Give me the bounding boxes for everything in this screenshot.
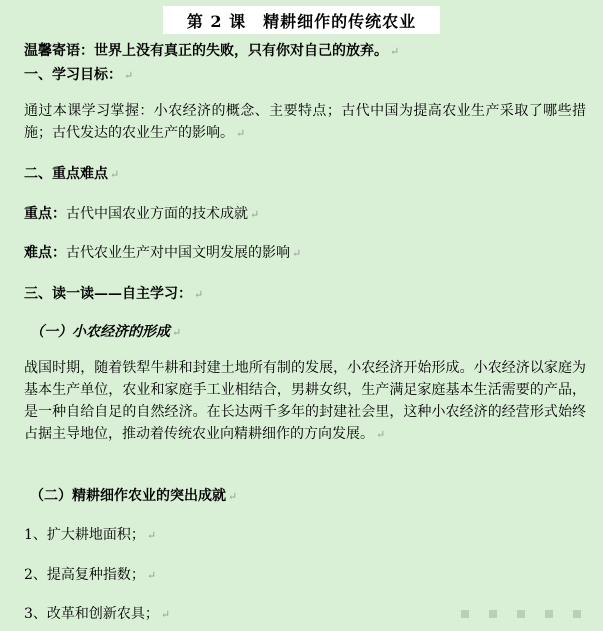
key-point-text: 古代中国农业方面的技术成就 bbox=[66, 206, 248, 222]
sub2-heading: （二）精耕细作农业的突出成就 bbox=[30, 488, 226, 504]
watermark-glyph bbox=[461, 610, 469, 618]
list-item bbox=[24, 564, 156, 584]
title-bar bbox=[0, 6, 603, 34]
paragraph-mark-icon: ↵ bbox=[236, 127, 246, 140]
list-item bbox=[24, 524, 156, 544]
lesson-title: 第 2 课 精耕细作的传统农业 bbox=[163, 6, 440, 34]
faded-watermark bbox=[461, 603, 581, 625]
goals-heading: 一、学习目标： bbox=[24, 67, 122, 83]
key-point-line bbox=[24, 203, 259, 223]
sub1-paragraph bbox=[24, 357, 586, 446]
paragraph-mark-icon: ↵ bbox=[194, 288, 204, 301]
hard-point-label: 难点： bbox=[24, 245, 66, 261]
hard-point-line bbox=[24, 242, 301, 262]
sub1-heading-line bbox=[30, 321, 181, 341]
key-heading: 二、重点难点 bbox=[24, 166, 108, 182]
sub2-heading-line bbox=[30, 485, 237, 505]
goals-text: 通过本课学习掌握：小农经济的概念、主要特点；古代中国为提高农业生产采取了哪些措施；古代发达的农业生产的影响。 bbox=[24, 103, 586, 141]
item-text: 1、扩大耕地面积； bbox=[24, 527, 145, 543]
motto-text: 温馨寄语：世界上没有真正的失败，只有你对自己的放弃。 bbox=[24, 43, 388, 59]
motto-line bbox=[24, 40, 399, 60]
paragraph-mark-icon: ↵ bbox=[146, 569, 157, 582]
item-text: 2、提高复种指数； bbox=[24, 567, 145, 583]
paragraph-mark-icon: ↵ bbox=[292, 247, 302, 260]
watermark-glyph bbox=[489, 610, 497, 618]
goals-paragraph bbox=[24, 100, 586, 145]
watermark-glyph bbox=[545, 610, 553, 618]
paragraph-mark-icon: ↵ bbox=[390, 45, 400, 58]
paragraph-mark-icon: ↵ bbox=[110, 168, 120, 181]
list-item bbox=[24, 603, 170, 623]
sub1-heading: （一）小农经济的形成 bbox=[30, 324, 170, 340]
key-point-label: 重点： bbox=[24, 206, 66, 222]
goals-heading-line bbox=[24, 64, 133, 84]
watermark-glyph bbox=[517, 610, 525, 618]
key-heading-line bbox=[24, 163, 119, 183]
item-text: 3、改革和创新农具； bbox=[24, 606, 159, 622]
read-heading-line bbox=[24, 283, 203, 303]
paragraph-mark-icon: ↵ bbox=[146, 529, 157, 542]
paragraph-mark-icon: ↵ bbox=[160, 608, 171, 621]
paragraph-mark-icon: ↵ bbox=[228, 490, 238, 503]
paragraph-mark-icon: ↵ bbox=[376, 428, 386, 441]
watermark-glyph bbox=[573, 610, 581, 618]
read-heading: 三、读一读——自主学习： bbox=[24, 286, 192, 302]
paragraph-mark-icon: ↵ bbox=[172, 326, 182, 339]
paragraph-mark-icon: ↵ bbox=[250, 208, 260, 221]
hard-point-text: 古代农业生产对中国文明发展的影响 bbox=[66, 245, 290, 261]
paragraph-mark-icon: ↵ bbox=[124, 69, 134, 82]
sub1-text: 战国时期，随着铁犁牛耕和封建土地所有制的发展，小农经济开始形成。小农经济以家庭为基本生产单位，农业和家庭手工业相结合，男耕女织，生产满足家庭基本生活需要的产品，是一种自给自足的自然经济。在长达两千多年的封建社会里，这种小农经济的经营形式始终占据主导地位，推动着传统农业向精耕细作的方向发展。 bbox=[24, 360, 586, 442]
